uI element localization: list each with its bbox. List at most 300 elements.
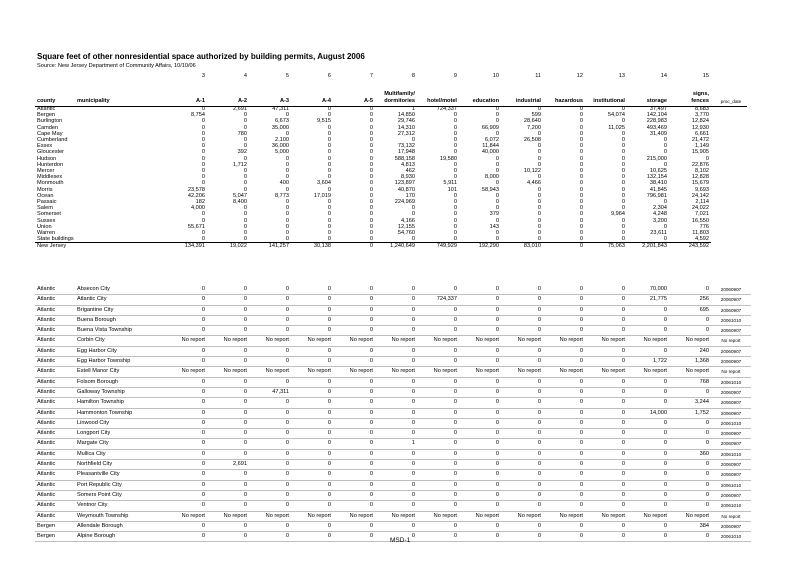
municipality-name: Ventnor City [75,501,165,511]
table-row [35,367,751,377]
county-value: 0 [285,168,289,175]
column-header: A-5 [363,98,373,104]
municipality-name: Absecon City [75,285,165,295]
cell-value: 0 [669,501,711,511]
county-value: 10,122 [523,168,541,175]
column-header: A-2 [237,98,247,104]
cell-value: No report [627,511,669,521]
county-value: 0 [243,112,247,119]
cell-value: 0 [669,285,711,295]
county-value: 0 [495,217,499,224]
cell-value: 0 [543,418,585,428]
cell-value: 724,337 [417,295,459,305]
table-row [35,418,751,428]
cell-value: No report [501,336,543,346]
cell-value: 0 [501,305,543,315]
municipality-name: Mullica City [75,449,165,459]
municipality-name: Atlantic City [75,295,165,305]
county-name: Atlantic [35,408,75,418]
county-value: 0 [327,149,331,156]
proc-date: 20060907 [711,295,751,305]
cell-value: 0 [375,357,417,367]
county-value: 0 [243,155,247,162]
county-value: 0 [579,180,583,187]
column-header: hotel/motel [427,98,457,104]
county-value: 40,870 [397,186,415,193]
cell-value: 0 [165,460,207,470]
proc-date: 20060907 [711,285,751,295]
county-value: 0 [201,230,205,237]
cell-value: 0 [375,398,417,408]
county-name: Atlantic [35,490,75,500]
county-value: 0 [243,174,247,181]
county-value: 0 [537,199,541,206]
column-number: 4 [243,73,247,79]
county-value: 142,104 [646,112,667,119]
cell-value: 0 [291,490,333,500]
cell-value: 0 [501,346,543,356]
county-value: 0 [663,143,667,150]
cell-value: 0 [543,295,585,305]
municipality-table [35,285,751,542]
county-name: Atlantic [35,480,75,490]
municipality-name: Longport City [75,429,165,439]
county-value: 0 [453,118,457,125]
county-value: 2,114 [695,199,709,206]
cell-value: No report [207,336,249,346]
cell-value: 0 [165,470,207,480]
cell-value: 0 [543,490,585,500]
county-value: 0 [495,155,499,162]
column-number-row-cells [35,72,751,80]
cell-value: 0 [417,418,459,428]
cell-value: 0 [375,460,417,470]
column-header: signs, fences [691,91,709,104]
county-value: 26,508 [523,137,541,144]
cell-value: 0 [417,429,459,439]
cell-value: 0 [375,408,417,418]
county-value: 0 [243,186,247,193]
header-row [35,88,751,105]
cell-value: 0 [333,470,375,480]
county-value: 4,813 [401,161,415,168]
cell-value: 0 [459,480,501,490]
county-value: 101 [447,186,457,193]
table-row [35,377,751,387]
cell-value: No report [543,511,585,521]
cell-value: 0 [249,398,291,408]
cell-value: 0 [543,470,585,480]
county-value: 462 [405,168,415,175]
county-value: 0 [327,106,331,112]
table-header [35,88,751,105]
county-value: 224,969 [394,199,415,206]
cell-value: 0 [291,449,333,459]
cell-value: 0 [249,357,291,367]
county-value: 0 [369,217,373,224]
county-value: 23,578 [187,186,205,193]
cell-value: 0 [543,377,585,387]
cell-value: 0 [585,470,627,480]
cell-value: 0 [375,429,417,439]
county-name: Atlantic [35,295,75,305]
county-value: 0 [495,199,499,206]
cell-value: No report [669,511,711,521]
county-value: 0 [579,149,583,156]
cell-value: 0 [627,470,669,480]
cell-value: No report [165,367,207,377]
cell-value: 0 [375,285,417,295]
county-value: 0 [369,180,373,187]
county-value: 776 [699,223,709,230]
total-value: 30,138 [291,243,333,250]
cell-value: 0 [459,285,501,295]
county-value: 4,000 [191,205,205,212]
cell-value: 47,311 [249,387,291,397]
proc-date: 20060907 [711,460,751,470]
county-value: 0 [579,161,583,168]
cell-value: 0 [627,460,669,470]
county-value: 0 [621,192,625,199]
county-value: 0 [285,230,289,237]
county-value: 0 [327,223,331,230]
county-value: 0 [495,112,499,119]
county-value: 0 [327,230,331,237]
cell-value: 0 [585,398,627,408]
table-row [35,285,751,295]
cell-value: 0 [291,521,333,531]
county-name: Atlantic [35,305,75,315]
cell-value: 0 [459,439,501,449]
cell-value: 0 [501,501,543,511]
cell-value: 0 [207,480,249,490]
county-value: 41,845 [649,186,667,193]
county-value: 9,693 [695,186,709,193]
cell-value: 0 [207,449,249,459]
county-value: 8,773 [275,192,289,199]
cell-value: 0 [333,285,375,295]
county-value: 8,683 [695,106,709,112]
county-value: 37,497 [649,106,667,112]
cell-value: 0 [291,305,333,315]
county-value: 0 [495,106,499,112]
cell-value: 0 [249,460,291,470]
cell-value: 0 [501,377,543,387]
cell-value: 0 [291,470,333,480]
county-value: 0 [285,211,289,218]
cell-value: 0 [459,346,501,356]
cell-value: 0 [375,377,417,387]
county-value: 0 [201,106,205,112]
county-value: 599 [531,112,541,119]
county-value: 0 [285,236,289,243]
cell-value: 1,752 [669,408,711,418]
county-value: 0 [327,124,331,131]
column-header: education [472,98,499,104]
cell-value: 0 [543,460,585,470]
column-number: 7 [369,73,373,79]
cell-value: No report [669,336,711,346]
county-value: 0 [369,205,373,212]
county-value: 11,844 [482,143,499,150]
cell-value: No report [417,367,459,377]
cell-value: 1,368 [669,357,711,367]
county-value: 0 [369,124,373,131]
total-value: 0 [543,243,585,250]
county-value: 0 [453,230,457,237]
cell-value: 0 [585,429,627,439]
county-value: 0 [621,149,625,156]
municipality-name: Corbin City [75,336,165,346]
cell-value: 0 [333,295,375,305]
county-value: 0 [495,230,499,237]
cell-value: 0 [627,418,669,428]
column-number: 12 [576,73,583,79]
county-value: 143 [489,223,499,230]
county-value: 170 [405,192,415,199]
county-value: 0 [285,161,289,168]
county-value: 0 [621,168,625,175]
county-value: 0 [579,137,583,144]
county-value: 0 [537,149,541,156]
county-value: 588,158 [394,155,415,162]
county-value: 0 [201,137,205,144]
cell-value: 0 [627,429,669,439]
county-value: 5,000 [275,149,289,156]
cell-value: 0 [375,449,417,459]
county-value: 0 [327,161,331,168]
cell-value: 0 [585,521,627,531]
cell-value: 0 [459,305,501,315]
county-name: Cape May [37,130,63,137]
cell-value: 0 [165,490,207,500]
cell-value: 0 [165,357,207,367]
county-value: 7,200 [527,124,541,131]
cell-value: 0 [585,346,627,356]
cell-value: 0 [501,398,543,408]
proc-date: 20060907 [711,408,751,418]
county-name: Atlantic [35,315,75,325]
county-value: 0 [243,143,247,150]
county-name: Passaic [37,199,57,206]
county-value: 0 [663,137,667,144]
table-row [35,408,751,418]
cell-value: 0 [585,285,627,295]
county-name: Atlantic [35,449,75,459]
cell-value: 0 [375,295,417,305]
county-value: 0 [537,130,541,137]
county-value: 38,410 [649,180,667,187]
county-name: Essex [37,143,53,150]
cell-value: 0 [417,490,459,500]
cell-value: 0 [165,387,207,397]
proc-date: 20060907 [711,521,751,531]
cell-value: 0 [291,346,333,356]
cell-value: 0 [207,285,249,295]
proc-date: 20061010 [711,480,751,490]
cell-value: 0 [333,398,375,408]
county-value: 0 [243,211,247,218]
county-value: 0 [621,217,625,224]
cell-value: 0 [249,315,291,325]
column-header: A-3 [279,98,289,104]
cell-value: 0 [375,470,417,480]
county-value: 0 [453,236,457,243]
cell-value: 0 [207,295,249,305]
county-value: 1,712 [233,161,247,168]
county-value: 0 [537,223,541,230]
county-value: 0 [201,155,205,162]
county-value: 0 [579,230,583,237]
county-value: 0 [285,155,289,162]
county-value: 14,310 [397,124,415,131]
county-value: 54,074 [607,112,625,119]
county-value: 0 [453,217,457,224]
county-value: 0 [621,205,625,212]
cell-value: No report [333,367,375,377]
proc-date: 20061010 [711,418,751,428]
total-value: 75,063 [585,243,627,250]
total-value: 83,010 [501,243,543,250]
cell-value: 0 [333,501,375,511]
cell-value: 0 [459,501,501,511]
table-row [35,387,751,397]
total-value: 243,592 [669,243,711,250]
cell-value: 0 [291,285,333,295]
county-value: 0 [495,161,499,168]
column-header: proc_date [720,99,742,104]
county-value: 0 [579,236,583,243]
county-name: Atlantic [35,398,75,408]
county-value: 0 [579,130,583,137]
county-value: 0 [537,161,541,168]
total-value: 2,201,843 [627,243,669,250]
county-value: 42,206 [187,192,205,199]
cell-value: No report [501,511,543,521]
county-value: 0 [201,217,205,224]
table-row [35,521,751,531]
county-value: 11,803 [692,230,709,237]
proc-date: 20060907 [711,429,751,439]
county-value: 73,132 [397,143,415,150]
cell-value: 0 [291,326,333,336]
county-value: 0 [537,192,541,199]
cell-value: No report [291,367,333,377]
table-row [35,305,751,315]
county-value: 0 [453,143,457,150]
county-value: 0 [663,199,667,206]
county-value: 0 [579,223,583,230]
proc-date: 20060907 [711,490,751,500]
cell-value: 0 [207,532,249,542]
county-value: 36,000 [271,143,289,150]
municipality-name: Estell Manor City [75,367,165,377]
county-value: 0 [411,137,415,144]
cell-value: 0 [165,429,207,439]
cell-value: 0 [333,521,375,531]
column-number: 6 [327,73,331,79]
cell-value: 0 [207,429,249,439]
cell-value: 0 [585,460,627,470]
cell-value: 0 [165,521,207,531]
county-value: 0 [327,112,331,119]
cell-value: No report [627,336,669,346]
cell-value: 0 [459,357,501,367]
cell-value: 0 [375,532,417,542]
county-value: 0 [201,124,205,131]
cell-value: 0 [165,439,207,449]
cell-value: 0 [543,532,585,542]
cell-value: 0 [207,501,249,511]
cell-value: No report [249,511,291,521]
cell-value: 0 [375,326,417,336]
blank-cell [711,72,751,80]
county-value: 0 [453,124,457,131]
county-value: 0 [705,155,709,162]
table-row [35,336,751,346]
total-value: 192,290 [459,243,501,250]
county-value: 0 [621,199,625,206]
cell-value: 0 [417,326,459,336]
column-header: hazardous [555,98,583,104]
county-name: Sussex [37,217,56,224]
county-value: 0 [495,130,499,137]
county-value: 0 [201,180,205,187]
county-value: 0 [411,236,415,243]
cell-value: 0 [669,480,711,490]
county-name: Atlantic [35,346,75,356]
county-value: 12,930 [691,124,709,131]
cell-value: 0 [333,439,375,449]
county-value: 796,981 [646,192,667,199]
county-value: 5,047 [233,192,247,199]
cell-value: 0 [627,439,669,449]
cell-value: 360 [669,449,711,459]
cell-value: 0 [627,346,669,356]
county-value: 0 [453,205,457,212]
cell-value: 695 [669,305,711,315]
county-value: 0 [369,118,373,125]
county-value: 54,760 [397,230,415,237]
county-value: 10,625 [649,168,667,175]
county-value: 27,312 [397,130,415,137]
blank-cell [35,72,75,80]
county-value: 0 [453,112,457,119]
cell-value: No report [627,367,669,377]
cell-value: No report [417,336,459,346]
municipality-name: Somers Point City [75,490,165,500]
cell-value: 0 [165,295,207,305]
cell-value: 0 [165,449,207,459]
cell-value: 0 [291,295,333,305]
cell-value: 0 [207,377,249,387]
county-value: 724,337 [436,106,457,112]
cell-value: 0 [669,315,711,325]
county-value: 0 [621,130,625,137]
cell-value: 0 [459,490,501,500]
county-value: 0 [537,211,541,218]
county-value: 0 [327,217,331,224]
cell-value: 0 [417,449,459,459]
cell-value: No report [543,367,585,377]
county-value: 0 [369,112,373,119]
county-value: 4,466 [527,180,541,187]
cell-value: No report [249,336,291,346]
proc-date: No report [711,336,751,346]
cell-value: 0 [585,315,627,325]
county-name: Gloucester [37,149,65,156]
county-value: 0 [201,118,205,125]
